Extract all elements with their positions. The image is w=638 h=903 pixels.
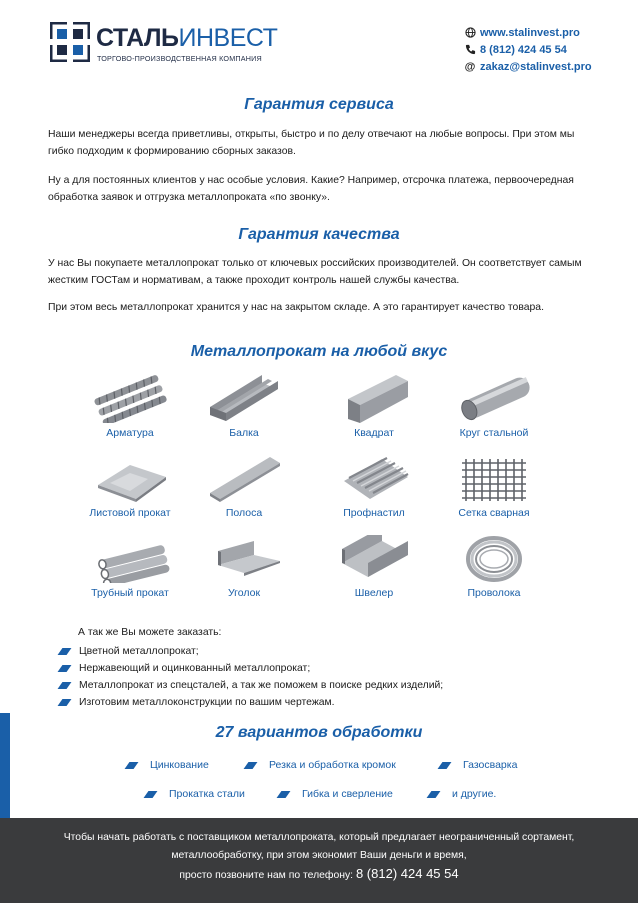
processing-item-galvanizing: Цинкование [127, 759, 209, 771]
at-icon: @ [464, 60, 476, 73]
contact-website[interactable]: www.stalinvest.pro [462, 24, 592, 41]
bullet-marker [277, 791, 291, 798]
footer-line-3: просто позвоните нам по телефону: 8 (812) 424 45 54 [179, 866, 459, 881]
product-card-wire[interactable] [424, 535, 564, 605]
service-title: Гарантия сервиса [244, 96, 394, 113]
product-label: Арматура [106, 427, 154, 439]
extra-list [60, 643, 443, 711]
product-card-mesh[interactable] [424, 455, 564, 525]
contacts-block [462, 24, 592, 75]
quality-paragraph-1: У нас Вы покупаете металлопрокат только от ключевых российских производителей. Он соответствует самым жестким ГОСТам и нормативам, а также проходит контроль нашей службы качества. [48, 258, 582, 286]
corrugated-sheet-icon [334, 455, 414, 503]
processing-item-other: и другие. [429, 788, 496, 800]
list-item: Металлопрокат из спецсталей, а так же поможем в поиске редких изделий; [60, 677, 443, 694]
product-card-channel[interactable] [304, 535, 444, 605]
angle-icon [204, 535, 284, 583]
bullet-marker [58, 682, 72, 689]
list-item: Цветной металлопрокат; [60, 643, 443, 660]
phone-icon [462, 44, 478, 55]
processing-item-bending: Гибка и сверление [279, 788, 393, 800]
welded-mesh-icon [454, 455, 534, 503]
quality-paragraph-2: При этом весь металлопрокат хранится у нас на закрытом складе. А это гарантирует качество товара. [48, 302, 544, 313]
product-label: Сетка сварная [458, 507, 530, 519]
footer-line-2: металлообработку, при этом экономит Ваши деньги и время, [171, 850, 467, 861]
contact-phone[interactable]: 8 (812) 424 45 54 [462, 41, 592, 58]
list-item: Изготовим металлоконструкции по вашим чертежам. [60, 694, 443, 711]
service-paragraph-2: Ну а для постоянных клиентов у нас особые условия. Какие? Например, отсрочка платежа, первоочередная обработка заявок и отгрузка металлопроката «по звонку». [48, 175, 574, 203]
bullet-marker [125, 762, 139, 769]
list-item: Нержавеющий и оцинкованный металлопрокат; [60, 660, 443, 677]
processing-item-cutting: Резка и обработка кромок [246, 759, 396, 771]
footer-phone[interactable]: 8 (812) 424 45 54 [355, 866, 459, 881]
product-card-beam[interactable] [174, 375, 314, 445]
bullet-marker [58, 648, 72, 655]
product-label: Листовой прокат [89, 507, 171, 519]
processing-item-gas-welding: Газосварка [440, 759, 517, 771]
product-label: Швелер [354, 587, 394, 599]
contact-email[interactable]: @ zakaz@stalinvest.pro [462, 58, 592, 75]
product-label: Круг стальной [459, 427, 529, 439]
quality-title: Гарантия качества [238, 226, 400, 243]
product-label: Профнастил [343, 507, 405, 519]
bullet-marker [144, 791, 158, 798]
rebar-icon [90, 375, 170, 423]
globe-icon [462, 27, 478, 38]
beam-icon [204, 375, 284, 423]
products-title: Металлопрокат на любой вкус [190, 343, 448, 360]
wire-coil-icon [454, 535, 534, 583]
product-card-round-bar[interactable] [424, 375, 564, 445]
product-card-angle[interactable] [174, 535, 314, 605]
processing-title: 27 вариантов обработки [215, 724, 423, 741]
product-label: Квадрат [354, 427, 394, 439]
pipes-icon [90, 535, 170, 583]
product-label: Полоса [225, 507, 263, 519]
bullet-marker [58, 665, 72, 672]
footer-line-1: Чтобы начать работать с поставщиком металлопроката, который предлагает неограниченный сортамент, [63, 832, 575, 843]
sheet-icon [90, 455, 170, 503]
bullet-marker [427, 791, 441, 798]
bullet-marker [244, 762, 258, 769]
product-label: Проволока [467, 587, 521, 599]
processing-item-rolling: Прокатка стали [146, 788, 245, 800]
product-card-corrugated[interactable] [304, 455, 444, 525]
logo-mark-icon [50, 22, 90, 62]
bullet-marker [438, 762, 452, 769]
square-bar-icon [334, 375, 414, 423]
product-label: Трубный прокат [91, 587, 169, 599]
product-label: Балка [229, 427, 259, 439]
product-card-square-bar[interactable] [304, 375, 444, 445]
service-paragraph-1: Наши менеджеры всегда приветливы, открыты, быстро и по делу отвечают на любые вопросы. При этом мы гибко подходим к формированию сборных заказов. [48, 129, 575, 157]
company-logo [50, 22, 290, 72]
logo-tagline: ТОРГОВО-ПРОИЗВОДСТВЕННАЯ КОМПАНИЯ [97, 54, 262, 63]
product-label: Уголок [227, 587, 261, 599]
logo-name: СТАЛЬИНВЕСТ [96, 24, 278, 52]
bullet-marker [58, 699, 72, 706]
channel-icon [334, 535, 414, 583]
round-bar-icon [454, 375, 534, 423]
extra-intro: А так же Вы можете заказать: [78, 627, 222, 638]
footer-cta [0, 818, 638, 903]
strip-icon [204, 455, 284, 503]
product-card-strip[interactable] [174, 455, 314, 525]
